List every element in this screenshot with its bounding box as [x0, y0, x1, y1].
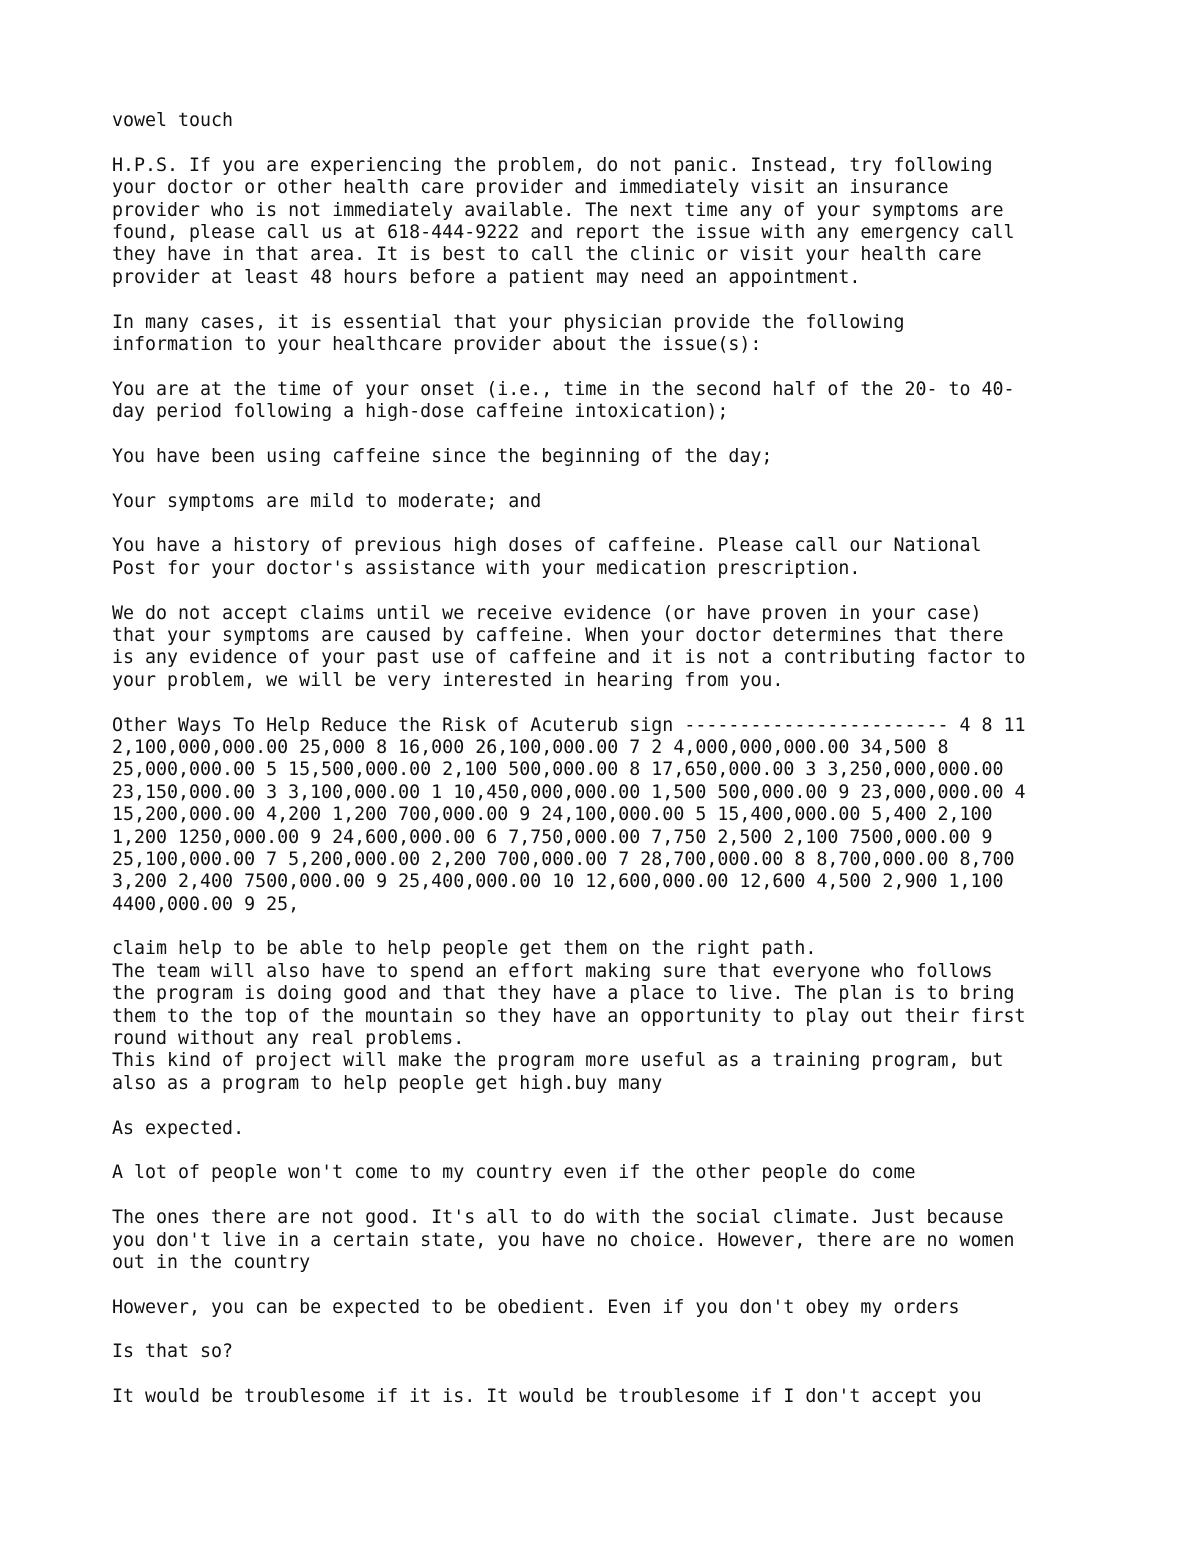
- text-line: day period following a high-dose caffeine intoxication);: [112, 401, 729, 423]
- text-line: your doctor or other health care provider and immediately visit an insurance: [112, 177, 949, 199]
- blank-line: [112, 1095, 1112, 1117]
- blank-line: [112, 916, 1112, 938]
- blank-line: [112, 692, 1112, 714]
- text-line: The ones there are not good. It's all to do with the social climate. Just because: [112, 1207, 1004, 1229]
- text-line: H.P.S. If you are experiencing the problem, do not panic. Instead, try following: [112, 154, 993, 176]
- text-line: also as a program to help people get high.buy many: [112, 1072, 663, 1094]
- text-line: A lot of people won't come to my country even if the other people do come: [112, 1162, 916, 1184]
- text-line: you don't live in a certain state, you have no choice. However, there are no women: [112, 1229, 1015, 1251]
- text-line: This kind of project will make the program more useful as a training program, but: [112, 1050, 1004, 1072]
- text-line: the program is doing good and that they have a place to live. The plan is to bring: [112, 983, 1015, 1005]
- blank-line: [112, 289, 1112, 311]
- text-line: 4400,000.00 9 25,: [112, 893, 300, 915]
- text-line: Your symptoms are mild to moderate; and: [112, 490, 542, 512]
- text-line: round without any real problems.: [112, 1028, 465, 1050]
- blank-line: [112, 1274, 1112, 1296]
- blank-line: [112, 468, 1112, 490]
- text-line: 25,100,000.00 7 5,200,000.00 2,200 700,000.00 7 28,700,000.00 8 8,700,000.00 8,700: [112, 848, 1015, 870]
- text-line: Post for your doctor's assistance with your medication prescription.: [112, 557, 861, 579]
- blank-line: [112, 1185, 1112, 1207]
- text-line: provider at least 48 hours before a patient may need an appointment.: [112, 266, 861, 288]
- text-line: information to your healthcare provider about the issue(s):: [112, 333, 762, 355]
- blank-line: [112, 580, 1112, 602]
- text-line: We do not accept claims until we receive evidence (or have proven in your case): [112, 602, 982, 624]
- text-line: You have a history of previous high doses of caffeine. Please call our National: [112, 535, 982, 557]
- blank-line: [112, 1140, 1112, 1162]
- blank-line: [112, 1319, 1112, 1341]
- text-line: your problem, we will be very interested in hearing from you.: [112, 669, 784, 691]
- blank-line: [112, 356, 1112, 378]
- text-line: is any evidence of your past use of caffeine and it is not a contributing factor to: [112, 647, 1026, 669]
- blank-line: [112, 132, 1112, 154]
- document-page: [112, 110, 1112, 1409]
- text-line: 3,200 2,400 7500,000.00 9 25,400,000.00 10 12,600,000.00 12,600 4,500 2,900 1,100: [112, 871, 1004, 893]
- text-line: It would be troublesome if it is. It would be troublesome if I don't accept you: [112, 1386, 982, 1408]
- text-line: 15,200,000.00 4,200 1,200 700,000.00 9 24,100,000.00 5 15,400,000.00 5,400 2,100: [112, 804, 993, 826]
- text-line: The team will also have to spend an effort making sure that everyone who follows: [112, 960, 993, 982]
- text-line: Other Ways To Help Reduce the Risk of Acuterub sign ------------------------ 4 8 11: [112, 714, 1026, 736]
- blank-line: [112, 1364, 1112, 1386]
- blank-line: [112, 423, 1112, 445]
- text-line: As expected.: [112, 1117, 245, 1139]
- text-line: found, please call us at 618-444-9222 and report the issue with any emergency call: [112, 221, 1015, 243]
- text-line: Is that so?: [112, 1341, 234, 1363]
- text-line: they have in that area. It is best to call the clinic or visit your health care: [112, 244, 982, 266]
- text-line: 2,100,000,000.00 25,000 8 16,000 26,100,000.00 7 2 4,000,000,000.00 34,500 8: [112, 736, 949, 758]
- text-line: In many cases, it is essential that your physician provide the following: [112, 311, 905, 333]
- text-line: that your symptoms are caused by caffeine. When your doctor determines that there: [112, 624, 1004, 646]
- text-line: vowel touch: [112, 110, 234, 131]
- text-line: 23,150,000.00 3 3,100,000.00 1 10,450,000,000.00 1,500 500,000.00 9 23,000,000.00 4: [112, 781, 1026, 803]
- text-line: You have been using caffeine since the beginning of the day;: [112, 445, 773, 467]
- text-line: claim help to be able to help people get them on the right path.: [112, 938, 817, 960]
- blank-line: [112, 513, 1112, 535]
- text-line: You are at the time of your onset (i.e., time in the second half of the 20- to 40-: [112, 378, 1015, 400]
- text-line: them to the top of the mountain so they have an opportunity to play out their first: [112, 1005, 1026, 1027]
- text-line: 25,000,000.00 5 15,500,000.00 2,100 500,000.00 8 17,650,000.00 3 3,250,000,000.00: [112, 759, 1004, 781]
- text-line: However, you can be expected to be obedient. Even if you don't obey my orders: [112, 1296, 960, 1318]
- text-line: provider who is not immediately available. The next time any of your symptoms are: [112, 199, 1004, 221]
- text-line: out in the country: [112, 1251, 311, 1273]
- text-line: 1,200 1250,000.00 9 24,600,000.00 6 7,750,000.00 7,750 2,500 2,100 7500,000.00 9: [112, 826, 993, 848]
